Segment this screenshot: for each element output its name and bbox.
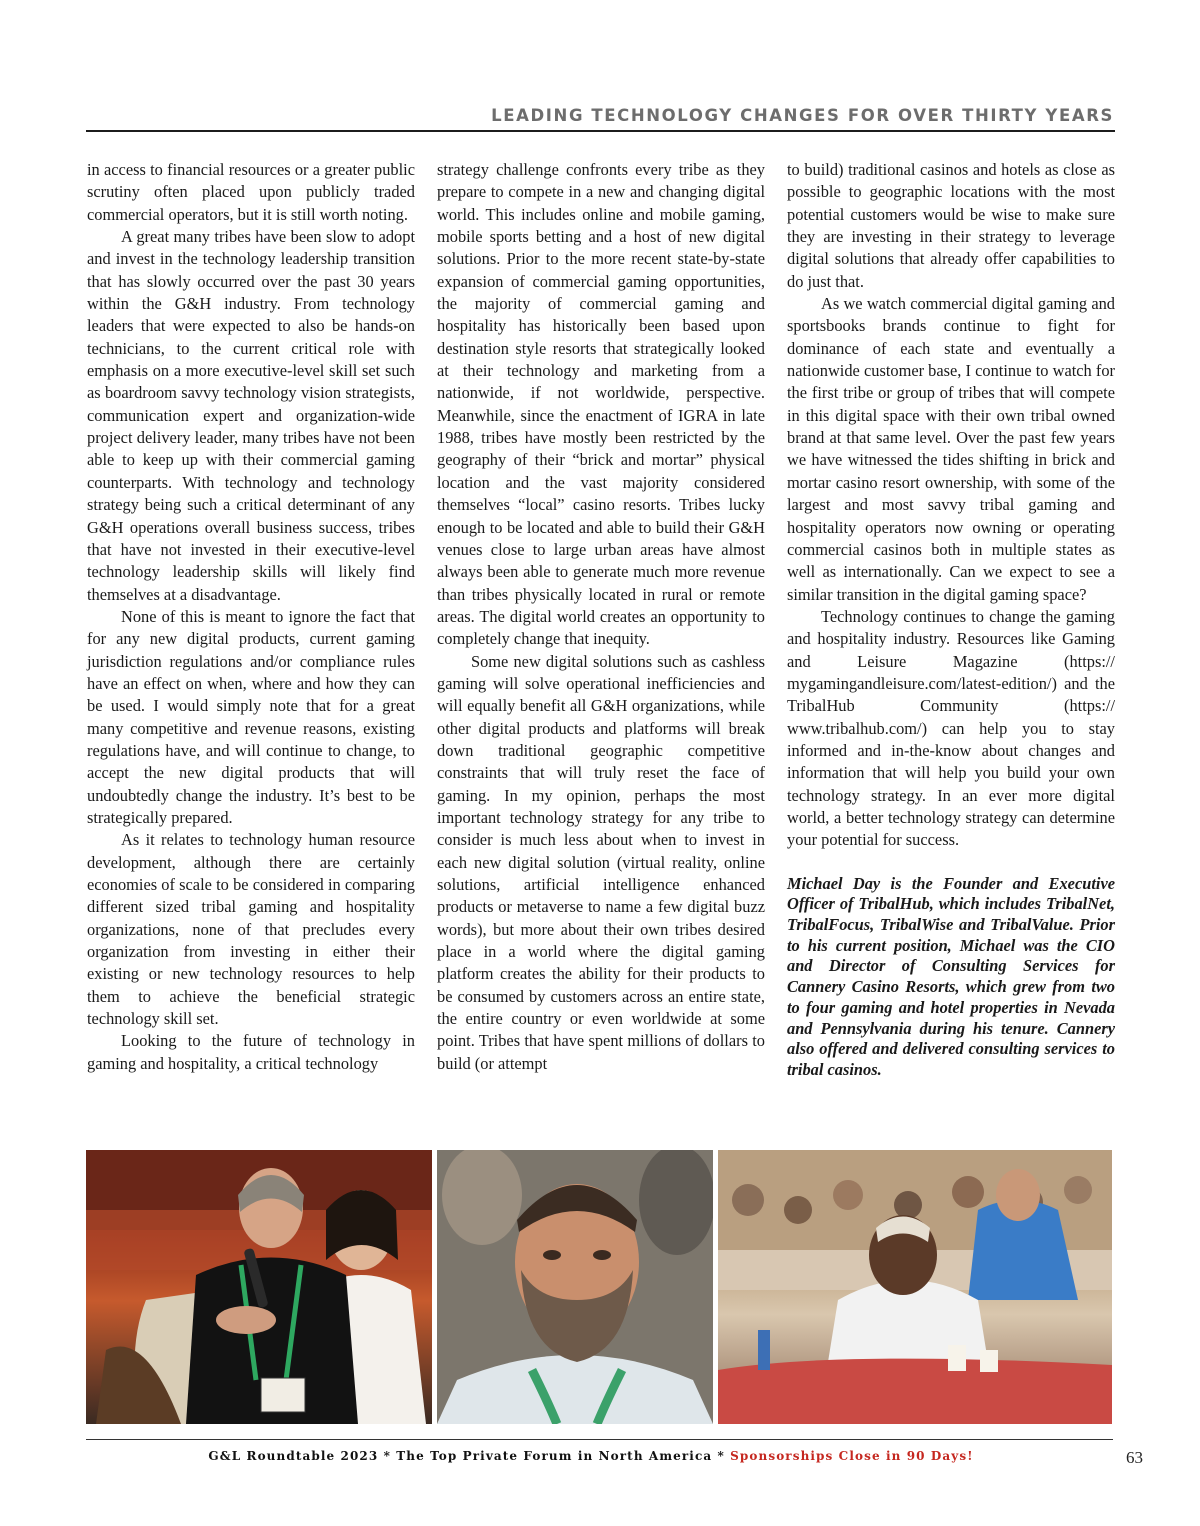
paragraph: strategy challenge confronts every tribe as they prepare to compete in a new and changing digital world. This includes online and mobile gaming, mobile sports betting and a host of new digital solutions. Prior to the more recent state-by-state expansion of commercial gaming opportunities, the majority of commercial gaming and hospitality has historically been based upon destination style resorts that strategically looked at their technology and marketing from a nationwide, if not worldwide, perspective. Meanwhile, since the enactment of IGRA in late 1988, tribes have mostly been restricted by the geography of their “brick and mortar” physical location and the vast majority considered themselves “local” casino resorts. Tribes lucky enough to be located and able to build their G&H venues close to large urban areas have almost always been able to generate much more revenue than tribes physically located in rural or remote areas. The digital world creates an opportunity to completely change that inequity. <box>437 160 765 649</box>
paragraph: None of this is meant to ignore the fact that for any new digital products, current gaming jurisdiction regulations and/or compliance rules have an effect on when, where and how they can be used. I would simply note that for a great many competitive and revenue reasons, existing regulations have, and will continue to change, to accept the new digital products that will undoubtedly change the industry. It’s best to be strategically prepared. <box>87 606 415 827</box>
paragraph: As it relates to technology human resource development, although there are certainly economies of scale to be considered in comparing different sized tribal gaming and hospitality organizations, none of that precludes every organization from investing in either their existing or new technology resources to help them to achieve the beneficial strategic technology skill set. <box>87 830 415 1029</box>
article-column-1 <box>87 159 415 1075</box>
article-column-2 <box>437 159 765 1075</box>
photo-illustration <box>86 1150 432 1424</box>
footer-text: G&L Roundtable 2023 * The Top Private Forum in North America * <box>208 1449 731 1463</box>
photo-conference-audience <box>718 1150 1112 1424</box>
running-title: LEADING TECHNOLOGY CHANGES FOR OVER THIRTY YEARS <box>491 106 1114 125</box>
paragraph: in access to financial resources or a greater public scrutiny often placed upon publicly traded commercial operators, but it is still worth noting. <box>87 160 415 224</box>
paragraph: to build) traditional casinos and hotels as close as possible to geographic locations with the most potential customers would be wise to make sure they are investing in their strategy to leverage digital solutions that already offer capabilities to do just that. <box>787 160 1115 291</box>
paragraph: Technology continues to change the gaming and hospitality industry. Resources like Gaming and Leisure Magazine (https:// mygamingandleisure.com/latest-edition/) and the TribalHub Community (https:// www.tribalhub.com/) can help you to stay informed and in-the-know about changes and information that will help you build your own technology strategy. In an ever more digital world, a better technology strategy can determine your potential for success. <box>787 606 1115 850</box>
article-column-3 <box>787 159 1115 1081</box>
paragraph: As we watch commercial digital gaming and sportsbooks brands continue to fight for dominance of each state and eventually a nationwide customer base, I continue to watch for the first tribe or group of tribes that will compete in this digital space with their own tribal owned brand at that same level. Over the past few years we have witnessed the tides shifting in brick and mortar casino resort ownership, with some of the largest and most savvy tribal gaming and hospitality operators now owning or operating commercial casinos both in multiple states as well as internationally. Can we expect to see a similar transition in the digital gaming space? <box>787 294 1115 604</box>
photo-speaker-with-microphone <box>86 1150 432 1424</box>
photo-bearded-attendee <box>437 1150 713 1424</box>
header-rule <box>86 130 1115 132</box>
author-bio: Michael Day is the Founder and Executive Officer of TribalHub, which includes TribalNet, TribalFocus, TribalWise and TribalValue. Prior to his current position, Michael was the CIO and Director of Consulting Services for Cannery Casino Resorts, which grew from two to four gaming and hotel properties in Nevada and Pennsylvania during his tenure. Cannery also offered and delivered consulting services to tribal casinos. <box>787 873 1115 1079</box>
footer-banner <box>86 1449 1096 1467</box>
paragraph: A great many tribes have been slow to adopt and invest in the technology leadership transition that has slowly occurred over the past 30 years within the G&H industry. From technology leaders that were expected to also be hands-on technicians, to the current critical role with emphasis on a more executive-level skill set such as boardroom savvy technology vision strategists, communication expert and organization-wide project delivery leader, many tribes have not been able to keep up with their commercial gaming counterparts. With technology and technology strategy being such a critical determinant of any G&H operations overall business success, tribes that have not invested in their executive-level technology leadership skills will likely find themselves at a disadvantage. <box>87 227 415 604</box>
footer-rule <box>86 1439 1113 1440</box>
paragraph: Looking to the future of technology in gaming and hospitality, a critical technology <box>87 1031 415 1073</box>
page-number: 63 <box>1126 1448 1143 1467</box>
paragraph: Some new digital solutions such as cashless gaming will solve operational inefficiencies and will equally benefit all G&H organizations, while other digital products and platforms will break down traditional geographic competitive constraints that will truly reset the face of gaming. In my opinion, perhaps the most important technology strategy for any tribe to consider is much less about when to invest in each new digital solution (virtual reality, online solutions, artificial intelligence enhanced products or metaverse to name a few digital buzz words), but more about their own tribes desired place in a world where the digital gaming platform creates the ability for their products to be consumed by customers across an entire state, the entire country or even worldwide at some point. Tribes that have spent millions of dollars to build (or attempt <box>437 651 765 1073</box>
photo-illustration <box>718 1150 1112 1424</box>
footer-highlight: Sponsorships Close in 90 Days! <box>730 1449 974 1463</box>
photo-illustration <box>437 1150 713 1424</box>
